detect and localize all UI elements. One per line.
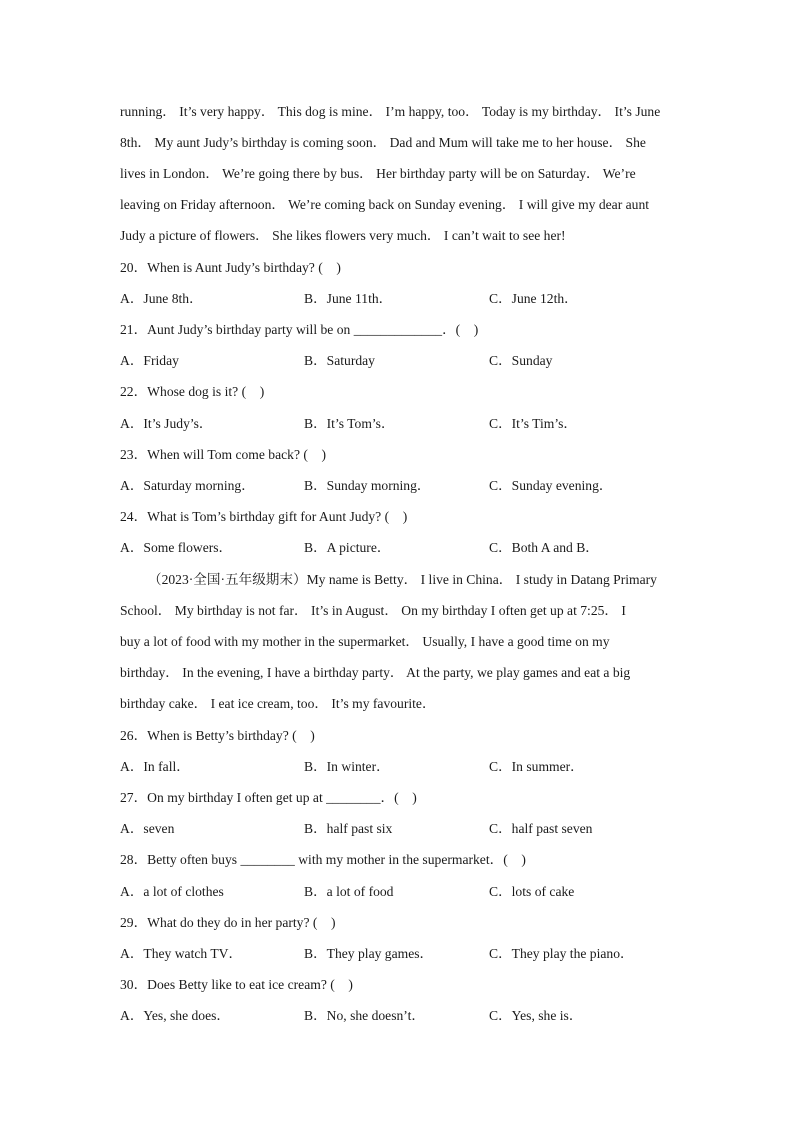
option-a[interactable]: A．Saturday morning． [120,478,255,493]
option-c[interactable]: C．Yes, she is． [489,1008,583,1023]
option-c[interactable]: C．half past seven [489,821,593,836]
passage-line: buy a lot of food with my mother in the supermarket． Usually, I have a good time on my [120,634,610,649]
option-c[interactable]: C．Sunday [489,353,553,368]
passage-line: Judy a picture of flowers． She likes flowers very much． I can’t wait to see her! [120,228,566,243]
option-a[interactable]: A．In fall． [120,759,190,774]
option-c[interactable]: C．lots of cake [489,884,575,899]
option-a[interactable]: A．It’s Judy’s． [120,416,213,431]
option-a[interactable]: A．a lot of clothes [120,884,224,899]
option-b[interactable]: B．It’s Tom’s． [304,416,395,431]
passage-line: School． My birthday is not far． It’s in August． On my birthday I often get up at 7:25． I [120,603,626,618]
passage-line: birthday cake． I eat ice cream, too． It’s my favourite． [120,696,436,711]
option-b[interactable]: B．No, she doesn’t． [304,1008,425,1023]
option-a[interactable]: A．seven [120,821,175,836]
option-c[interactable]: C．They play the piano． [489,946,634,961]
passage-line: running． It’s very happy． This dog is mine． I’m happy, too． Today is my birthday． It’s June [120,104,661,119]
option-b[interactable]: B．They play games． [304,946,434,961]
passage-line: （2023·全国·五年级期末）My name is Betty． I live in China． I study in Datang Primary [148,572,657,587]
question-stem: 28．Betty often buys ________ with my mother in the supermarket．( ) [120,852,526,867]
option-c[interactable]: C．June 12th． [489,291,578,306]
question-stem: 27．On my birthday I often get up at ________．( ) [120,790,417,805]
question-stem: 22．Whose dog is it? ( ) [120,384,265,399]
option-a[interactable]: A．Friday [120,353,179,368]
option-b[interactable]: B．half past six [304,821,393,836]
question-stem: 26．When is Betty’s birthday? ( ) [120,728,315,743]
option-b[interactable]: B．June 11th． [304,291,393,306]
question-stem: 29．What do they do in her party? ( ) [120,915,336,930]
option-a[interactable]: A．They watch TV． [120,946,243,961]
option-c[interactable]: C．Sunday evening． [489,478,613,493]
option-c[interactable]: C．Both A and B． [489,540,599,555]
option-b[interactable]: B．Sunday morning． [304,478,431,493]
question-stem: 24．What is Tom’s birthday gift for Aunt Judy? ( ) [120,509,408,524]
option-a[interactable]: A．Yes, she does． [120,1008,231,1023]
option-c[interactable]: C．It’s Tim’s． [489,416,578,431]
passage-line: 8th． My aunt Judy’s birthday is coming soon． Dad and Mum will take me to her house． She [120,135,646,150]
option-c[interactable]: C．In summer． [489,759,584,774]
option-a[interactable]: A．June 8th． [120,291,203,306]
question-stem: 21．Aunt Judy’s birthday party will be on _____________．( ) [120,322,479,337]
option-b[interactable]: B．A picture． [304,540,391,555]
question-stem: 23．When will Tom come back? ( ) [120,447,327,462]
passage-line: lives in London． We’re going there by bus． Her birthday party will be on Saturday． We’re [120,166,636,181]
question-stem: 20．When is Aunt Judy’s birthday? ( ) [120,260,341,275]
passage-line: leaving on Friday afternoon． We’re coming back on Sunday evening． I will give my dear aunt [120,197,650,212]
question-stem: 30．Does Betty like to eat ice cream? ( ) [120,977,353,992]
option-b[interactable]: B．In winter． [304,759,390,774]
option-a[interactable]: A．Some flowers． [120,540,233,555]
option-b[interactable]: B．a lot of food [304,884,394,899]
option-b[interactable]: B．Saturday [304,353,375,368]
passage-line: birthday． In the evening, I have a birthday party． At the party, we play games and eat a big [120,665,631,680]
